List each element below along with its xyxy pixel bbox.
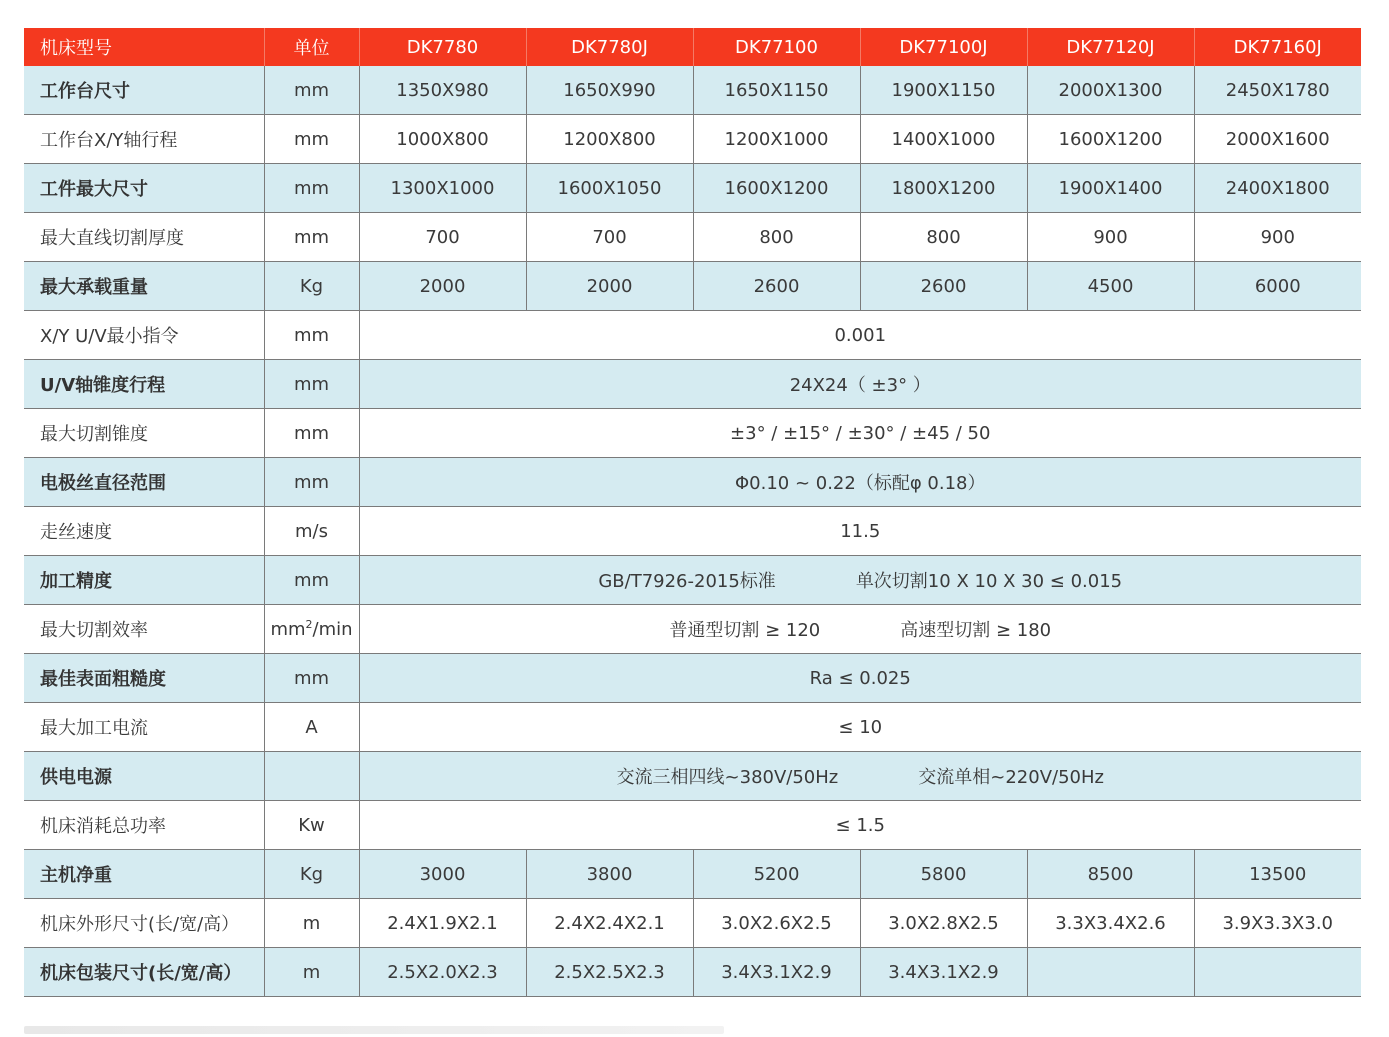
row-value: 1200X800 bbox=[526, 115, 693, 164]
unit-tail: /min bbox=[312, 619, 353, 640]
merged-value-part: 高速型切割 ≥ 180 bbox=[900, 620, 1052, 641]
row-unit: m bbox=[264, 899, 359, 948]
row-unit: mm bbox=[264, 458, 359, 507]
row-value: 1350X980 bbox=[359, 66, 526, 115]
row-unit: mm bbox=[264, 115, 359, 164]
row-unit: mm bbox=[264, 164, 359, 213]
row-merged-value bbox=[359, 507, 1361, 556]
row-value: 800 bbox=[693, 213, 860, 262]
row-label: X/Y U/V最小指令 bbox=[24, 311, 264, 360]
merged-value-part: 单次切割10 X 10 X 30 ≤ 0.015 bbox=[855, 571, 1123, 592]
table-row bbox=[24, 213, 1361, 262]
header-model: DK77120J bbox=[1027, 28, 1194, 66]
merged-value-part: 交流单相~220V/50Hz bbox=[918, 767, 1104, 788]
row-label: 走丝速度 bbox=[24, 507, 264, 556]
table-row bbox=[24, 605, 1361, 654]
row-value: 900 bbox=[1027, 213, 1194, 262]
table-row bbox=[24, 164, 1361, 213]
row-value: 13500 bbox=[1194, 850, 1361, 899]
spec-table-header bbox=[24, 28, 1361, 66]
row-unit: mm bbox=[264, 654, 359, 703]
row-value: 8500 bbox=[1027, 850, 1194, 899]
row-value: 5200 bbox=[693, 850, 860, 899]
row-value: 2.4X2.4X2.1 bbox=[526, 899, 693, 948]
row-value bbox=[1194, 948, 1361, 997]
row-unit: Kg bbox=[264, 262, 359, 311]
row-value: 3800 bbox=[526, 850, 693, 899]
table-row bbox=[24, 409, 1361, 458]
row-value: 1000X800 bbox=[359, 115, 526, 164]
row-label: 供电电源 bbox=[24, 752, 264, 801]
merged-value-part: 交流三相四线~380V/50Hz bbox=[616, 767, 839, 788]
row-label: 机床包装尺寸(长/宽/高） bbox=[24, 948, 264, 997]
row-label: 最大切割效率 bbox=[24, 605, 264, 654]
row-value: 900 bbox=[1194, 213, 1361, 262]
row-unit: Kw bbox=[264, 801, 359, 850]
header-model: DK77160J bbox=[1194, 28, 1361, 66]
row-merged-value bbox=[359, 605, 1361, 654]
table-row bbox=[24, 948, 1361, 997]
row-value: 1200X1000 bbox=[693, 115, 860, 164]
row-label: 最大加工电流 bbox=[24, 703, 264, 752]
row-value: 1600X1200 bbox=[1027, 115, 1194, 164]
merged-value-part: Φ0.10 ~ 0.22（标配φ 0.18） bbox=[734, 473, 986, 494]
table-row bbox=[24, 801, 1361, 850]
row-merged-value bbox=[359, 703, 1361, 752]
merged-value-part: ≤ 1.5 bbox=[835, 814, 885, 836]
spec-table-body bbox=[24, 66, 1361, 997]
row-value: 2450X1780 bbox=[1194, 66, 1361, 115]
row-merged-value bbox=[359, 801, 1361, 850]
table-row bbox=[24, 703, 1361, 752]
row-label: 工作台尺寸 bbox=[24, 66, 264, 115]
merged-value-part: Ra ≤ 0.025 bbox=[809, 667, 911, 689]
footnote-faded bbox=[24, 1026, 724, 1034]
row-value: 2400X1800 bbox=[1194, 164, 1361, 213]
row-value: 2000X1600 bbox=[1194, 115, 1361, 164]
row-unit: A bbox=[264, 703, 359, 752]
row-unit: mm bbox=[264, 360, 359, 409]
row-unit: mm bbox=[264, 213, 359, 262]
table-row bbox=[24, 262, 1361, 311]
table-row bbox=[24, 66, 1361, 115]
row-value: 2.5X2.5X2.3 bbox=[526, 948, 693, 997]
table-row bbox=[24, 311, 1361, 360]
row-unit bbox=[264, 605, 359, 654]
row-label: 最大直线切割厚度 bbox=[24, 213, 264, 262]
unit-base: mm bbox=[270, 619, 306, 640]
row-merged-value bbox=[359, 409, 1361, 458]
row-merged-value bbox=[359, 556, 1361, 605]
row-label: 最大承载重量 bbox=[24, 262, 264, 311]
row-value: 1600X1200 bbox=[693, 164, 860, 213]
row-value bbox=[1027, 948, 1194, 997]
row-merged-value bbox=[359, 360, 1361, 409]
header-model: DK77100 bbox=[693, 28, 860, 66]
merged-value-part: GB/T7926-2015标准 bbox=[598, 571, 776, 592]
row-value: 2000 bbox=[526, 262, 693, 311]
header-model: DK77100J bbox=[860, 28, 1027, 66]
row-merged-value bbox=[359, 458, 1361, 507]
row-unit: Kg bbox=[264, 850, 359, 899]
row-label: 机床消耗总功率 bbox=[24, 801, 264, 850]
row-label: 工件最大尺寸 bbox=[24, 164, 264, 213]
merged-value-part: ≤ 10 bbox=[838, 716, 883, 738]
table-row bbox=[24, 360, 1361, 409]
row-label: U/V轴锥度行程 bbox=[24, 360, 264, 409]
row-value: 3.4X3.1X2.9 bbox=[860, 948, 1027, 997]
table-row bbox=[24, 458, 1361, 507]
row-merged-value bbox=[359, 311, 1361, 360]
spec-table bbox=[24, 28, 1361, 997]
row-unit: m bbox=[264, 948, 359, 997]
header-model: DK7780 bbox=[359, 28, 526, 66]
row-value: 2000 bbox=[359, 262, 526, 311]
merged-value-part: 0.001 bbox=[834, 324, 887, 346]
row-label: 工作台X/Y轴行程 bbox=[24, 115, 264, 164]
row-value: 6000 bbox=[1194, 262, 1361, 311]
row-value: 3.9X3.3X3.0 bbox=[1194, 899, 1361, 948]
row-value: 700 bbox=[526, 213, 693, 262]
table-row bbox=[24, 654, 1361, 703]
row-value: 800 bbox=[860, 213, 1027, 262]
row-label: 电极丝直径范围 bbox=[24, 458, 264, 507]
row-label: 最大切割锥度 bbox=[24, 409, 264, 458]
row-value: 2000X1300 bbox=[1027, 66, 1194, 115]
row-value: 2.4X1.9X2.1 bbox=[359, 899, 526, 948]
row-label: 加工精度 bbox=[24, 556, 264, 605]
row-value: 5800 bbox=[860, 850, 1027, 899]
table-row bbox=[24, 899, 1361, 948]
row-label: 最佳表面粗糙度 bbox=[24, 654, 264, 703]
row-value: 1650X1150 bbox=[693, 66, 860, 115]
table-row bbox=[24, 507, 1361, 556]
table-row bbox=[24, 115, 1361, 164]
row-value: 3.0X2.8X2.5 bbox=[860, 899, 1027, 948]
row-unit bbox=[264, 752, 359, 801]
row-value: 3000 bbox=[359, 850, 526, 899]
table-row bbox=[24, 556, 1361, 605]
merged-value-part: 11.5 bbox=[840, 520, 881, 542]
row-label: 主机净重 bbox=[24, 850, 264, 899]
row-label: 机床外形尺寸(长/宽/高） bbox=[24, 899, 264, 948]
row-merged-value bbox=[359, 654, 1361, 703]
row-value: 4500 bbox=[1027, 262, 1194, 311]
row-unit: mm bbox=[264, 556, 359, 605]
table-row bbox=[24, 752, 1361, 801]
merged-value-part: ±3° / ±15° / ±30° / ±45 / 50 bbox=[730, 422, 991, 444]
header-unit: 单位 bbox=[264, 28, 359, 66]
row-value: 2600 bbox=[860, 262, 1027, 311]
header-row bbox=[24, 28, 1361, 66]
row-value: 3.0X2.6X2.5 bbox=[693, 899, 860, 948]
header-label: 机床型号 bbox=[24, 28, 264, 66]
row-value: 1900X1150 bbox=[860, 66, 1027, 115]
row-unit: mm bbox=[264, 311, 359, 360]
unit-superscript: 2 bbox=[305, 618, 313, 631]
row-value: 3.4X3.1X2.9 bbox=[693, 948, 860, 997]
row-value: 1800X1200 bbox=[860, 164, 1027, 213]
row-value: 1400X1000 bbox=[860, 115, 1027, 164]
row-value: 1900X1400 bbox=[1027, 164, 1194, 213]
header-model: DK7780J bbox=[526, 28, 693, 66]
row-value: 1600X1050 bbox=[526, 164, 693, 213]
row-unit: mm bbox=[264, 409, 359, 458]
merged-value-part: 24X24（ ±3° ） bbox=[789, 375, 931, 396]
table-row bbox=[24, 850, 1361, 899]
row-value: 2.5X2.0X2.3 bbox=[359, 948, 526, 997]
row-unit: mm bbox=[264, 66, 359, 115]
row-value: 2600 bbox=[693, 262, 860, 311]
row-value: 700 bbox=[359, 213, 526, 262]
row-value: 1650X990 bbox=[526, 66, 693, 115]
row-unit: m/s bbox=[264, 507, 359, 556]
merged-value-part: 普通型切割 ≥ 120 bbox=[669, 620, 821, 641]
row-merged-value bbox=[359, 752, 1361, 801]
row-value: 3.3X3.4X2.6 bbox=[1027, 899, 1194, 948]
row-value: 1300X1000 bbox=[359, 164, 526, 213]
